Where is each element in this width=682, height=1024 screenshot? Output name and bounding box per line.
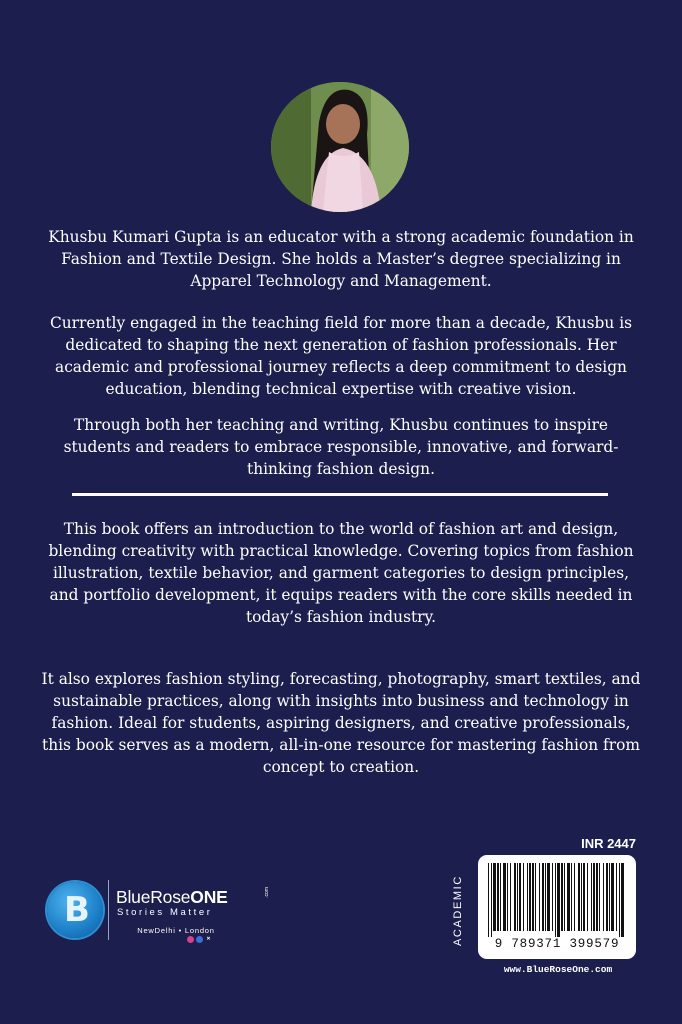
isbn-barcode <box>478 855 636 959</box>
barcode-bar <box>539 863 540 931</box>
publisher-domain-suffix: .com <box>264 887 270 898</box>
barcode-bar <box>603 863 604 931</box>
barcode-bar <box>497 863 499 931</box>
author-bio-paragraph: Through both her teaching and writing, Khusbu continues to inspire students and readers to embrace responsible, innovative, and forward-thinking fashion design. <box>63 416 619 478</box>
barcode-bar <box>514 863 516 931</box>
barcode-bar <box>596 863 598 931</box>
barcode-bar <box>599 863 600 931</box>
barcode-bar <box>547 863 550 931</box>
instagram-icon <box>187 936 194 943</box>
author-bio-paragraph: Khusbu Kumari Gupta is an educator with a strong academic foundation in Fashion and Textile Design. She holds a Master’s degree specializing in Apparel Technology and Management. <box>48 228 634 290</box>
barcode-bar <box>564 863 565 931</box>
author-portrait-icon <box>271 82 409 212</box>
x-icon: ✕ <box>206 936 211 942</box>
author-photo <box>271 82 409 212</box>
publisher-name-part2: ONE <box>190 887 228 907</box>
barcode-bar <box>510 863 511 931</box>
barcode-bar <box>561 863 563 931</box>
barcode-bar <box>593 863 595 931</box>
barcode-bars <box>488 863 626 937</box>
barcode-bar <box>578 863 580 931</box>
publisher-name-part1: BlueRose <box>116 887 191 907</box>
barcode-bar <box>532 863 534 931</box>
barcode-bar <box>606 863 608 931</box>
barcode-bar <box>523 863 524 931</box>
barcode-bar <box>583 863 585 931</box>
price-label: INR 2447 <box>581 836 636 851</box>
barcode-bar <box>552 863 553 931</box>
barcode-bar <box>619 863 620 937</box>
logo-letter: B <box>64 890 90 930</box>
barcode-bar <box>542 863 544 931</box>
barcode-bar <box>557 863 560 937</box>
social-icons <box>187 936 212 943</box>
barcode-bar <box>591 863 592 931</box>
section-divider <box>72 493 608 496</box>
facebook-icon <box>196 936 203 943</box>
genre-label: ACADEMIC <box>452 875 464 947</box>
barcode-bar <box>529 863 531 931</box>
barcode-bar <box>611 863 614 931</box>
barcode-bar <box>609 863 610 931</box>
barcode-bar <box>493 863 496 931</box>
publisher-name <box>116 887 228 908</box>
barcode-bar <box>571 863 572 931</box>
barcode-bar <box>555 863 556 937</box>
barcode-bar <box>587 863 588 931</box>
barcode-bar <box>616 863 617 931</box>
barcode-bar <box>581 863 582 931</box>
barcode-bar <box>535 863 536 931</box>
barcode-bar <box>527 863 528 931</box>
barcode-bar <box>517 863 518 931</box>
barcode-bar <box>519 863 521 931</box>
barcode-bar <box>500 863 501 931</box>
publisher-website: www.BlueRoseOne.com <box>503 964 613 975</box>
book-description-paragraph: It also explores fashion styling, forecasting, photography, smart textiles, and sustainable practices, along with insights into business and technology in fashion. Ideal for students, aspiring designers, and creative professionals, this book serves as a modern, all-in-one resource for mastering fashion from concept to creation. <box>41 670 641 776</box>
barcode-bar <box>507 863 508 931</box>
barcode-bar <box>574 863 575 931</box>
barcode-bar <box>567 863 570 931</box>
isbn-number: 9 789371 399579 <box>494 937 620 951</box>
publisher-logo-icon <box>47 882 103 938</box>
barcode-bar <box>545 863 546 931</box>
publisher-cities: NewDelhi • London <box>137 926 215 935</box>
book-description-paragraph: This book offers an introduction to the world of fashion art and design, blending creativity with practical knowledge. Covering topics from fashion illustration, textile behavior, and garment categories to design principles, and portfolio development, it equips readers with the core skills needed in today’s fashion industry. <box>48 520 634 626</box>
barcode-bar <box>491 863 492 937</box>
barcode-bar <box>488 863 489 937</box>
barcode-bar <box>621 863 624 937</box>
author-bio-paragraph: Currently engaged in the teaching field for more than a decade, Khusbu is dedicated to shaping the next generation of fashion professionals. Her academic and professional journey reflects a deep commitment to design education, blending technical expertise with creative vision. <box>49 314 633 398</box>
publisher-tagline: Stories Matter <box>117 907 213 918</box>
barcode-bar <box>503 863 506 931</box>
logo-divider <box>108 880 109 940</box>
